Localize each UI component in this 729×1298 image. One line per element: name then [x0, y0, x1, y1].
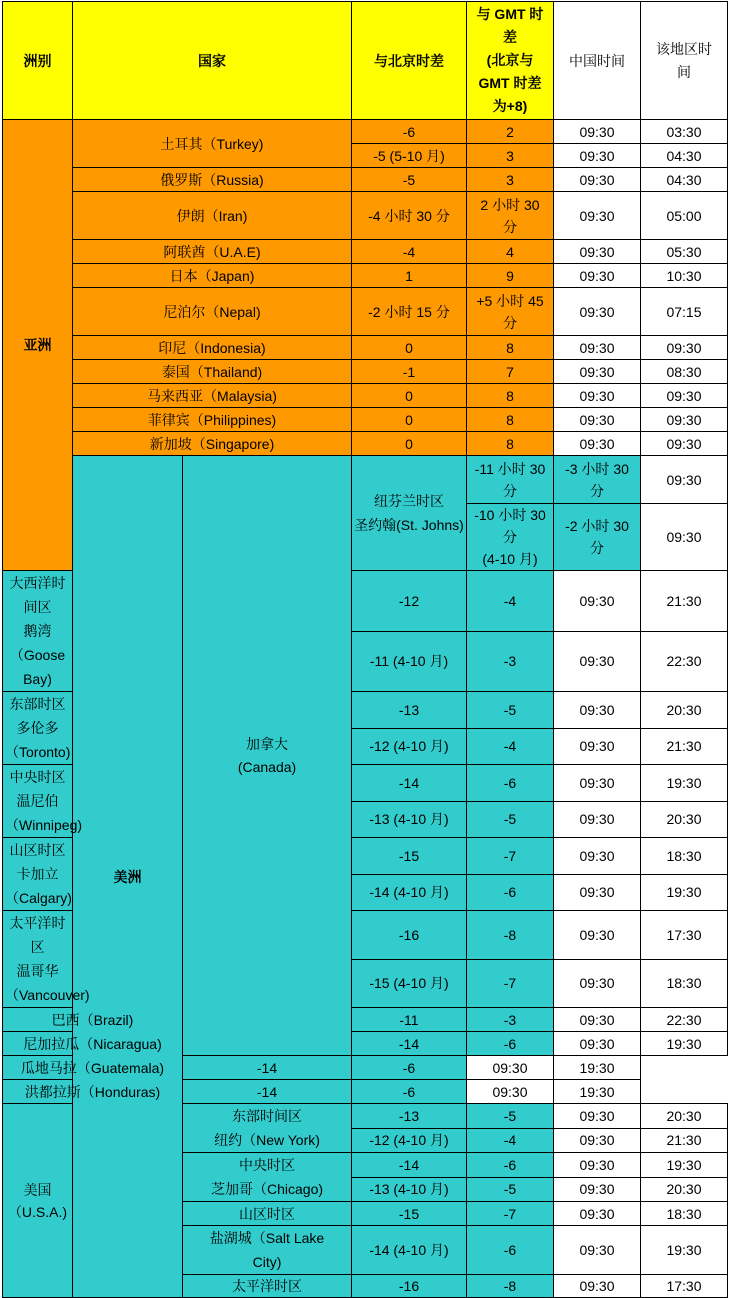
header-row — [3, 2, 728, 120]
local-time-cell: 04:30 — [641, 168, 728, 192]
beijing-diff-cell: -1 — [352, 360, 467, 384]
table-row — [3, 192, 728, 240]
beijing-diff-cell: -12 — [352, 571, 467, 632]
gmt-diff-cell: 2 小时 30 分 — [467, 192, 554, 240]
china-time-cell: 09:30 — [554, 1275, 641, 1298]
china-time-cell: 09:30 — [554, 874, 641, 911]
gmt-diff-cell: 8 — [467, 336, 554, 360]
china-time-cell: 09:30 — [554, 1008, 641, 1032]
table-row — [3, 288, 728, 336]
gmt-diff-cell: -4 — [467, 728, 554, 765]
table-row — [3, 120, 728, 144]
country-cell: 新加坡（Singapore) — [73, 432, 352, 456]
beijing-diff-cell: -13 — [352, 692, 467, 729]
beijing-diff-cell: 0 — [352, 384, 467, 408]
local-time-cell: 19:30 — [554, 1056, 641, 1080]
china-time-cell: 09:30 — [554, 168, 641, 192]
local-time-cell: 09:30 — [641, 432, 728, 456]
country-cell: 瓜地马拉（Guatemala) — [3, 1056, 183, 1080]
header-continent: 洲别 — [3, 2, 73, 120]
local-time-cell: 19:30 — [641, 1153, 728, 1178]
beijing-diff-cell: -15 (4-10 月) — [352, 959, 467, 1008]
zone-cell: 东部时区 多伦多（Toronto) — [3, 692, 73, 765]
zone-cell: 中央时区 芝加哥（Chicago) — [183, 1153, 352, 1202]
gmt-diff-cell: -7 — [467, 1202, 554, 1226]
beijing-diff-cell: 0 — [352, 408, 467, 432]
country-cell: 洪都拉斯（Honduras) — [3, 1080, 183, 1104]
zone-newfoundland: 纽芬兰时区 圣约翰(St. Johns) — [352, 456, 467, 571]
china-time-cell: 09:30 — [554, 1226, 641, 1275]
beijing-diff-cell: -14 (4-10 月) — [352, 1226, 467, 1275]
beijing-diff-cell: -14 (4-10 月) — [352, 874, 467, 911]
table-row — [3, 360, 728, 384]
local-time-cell: 09:30 — [641, 408, 728, 432]
local-time-cell: 22:30 — [641, 631, 728, 692]
local-time-cell: 18:30 — [641, 838, 728, 875]
header-gmt-diff: 与 GMT 时 差 (北京与 GMT 时差 为+8) — [467, 2, 554, 120]
zone-cell: 太平洋时区 — [183, 1275, 352, 1298]
country-cell: 伊朗（Iran) — [73, 192, 352, 240]
country-cell: 土耳其（Turkey) — [73, 120, 352, 168]
table-row — [3, 264, 728, 288]
country-cell: 尼加拉瓜（Nicaragua) — [3, 1032, 183, 1056]
beijing-diff-cell: -13 (4-10 月) — [352, 801, 467, 838]
gmt-diff-cell: -8 — [467, 911, 554, 960]
beijing-diff-cell: -14 — [183, 1080, 352, 1104]
china-time-cell: 09:30 — [554, 911, 641, 960]
country-usa: 美国（U.S.A.) — [3, 1104, 73, 1298]
country-cell: 俄罗斯（Russia) — [73, 168, 352, 192]
gmt-diff-cell: -5 — [467, 801, 554, 838]
beijing-diff-cell: -14 — [352, 765, 467, 802]
country-cell: 菲律宾（Philippines) — [73, 408, 352, 432]
table-row — [3, 1008, 728, 1032]
china-time-cell: 09:30 — [554, 1202, 641, 1226]
header-local-time: 该地区时 间 — [641, 2, 728, 120]
china-time-cell: 09:30 — [554, 1032, 641, 1056]
china-time-cell: 09:30 — [554, 692, 641, 729]
beijing-diff-cell: -5 — [352, 168, 467, 192]
country-canada: 加拿大 (Canada) — [183, 456, 352, 1056]
china-time-cell: 09:30 — [554, 144, 641, 168]
gmt-diff-cell: 7 — [467, 360, 554, 384]
city-cell: 盐湖城（Salt Lake City) — [183, 1226, 352, 1275]
local-time-cell: 21:30 — [641, 728, 728, 765]
china-time-cell: 09:30 — [554, 192, 641, 240]
beijing-diff-cell: -12 (4-10 月) — [352, 728, 467, 765]
local-time-cell: 21:30 — [641, 571, 728, 632]
gmt-diff-cell: -5 — [467, 692, 554, 729]
beijing-diff-cell: -11 — [352, 1008, 467, 1032]
china-time-cell: 09:30 — [554, 384, 641, 408]
local-time-cell: 19:30 — [641, 765, 728, 802]
china-time-cell: 09:30 — [467, 1080, 554, 1104]
gmt-diff-cell: -3 小时 30 分 — [554, 456, 641, 504]
local-time-cell: 19:30 — [641, 874, 728, 911]
gmt-diff-cell: -5 — [467, 1177, 554, 1202]
local-time-cell: 18:30 — [641, 1202, 728, 1226]
gmt-diff-cell: 8 — [467, 432, 554, 456]
country-cell: 日本（Japan) — [73, 264, 352, 288]
beijing-diff-cell: -2 小时 15 分 — [352, 288, 467, 336]
country-cell: 马来西亚（Malaysia) — [73, 384, 352, 408]
beijing-diff-cell: -14 — [352, 1153, 467, 1178]
table-row — [3, 168, 728, 192]
beijing-diff-cell: -4 小时 30 分 — [352, 192, 467, 240]
table-row — [3, 384, 728, 408]
china-time-cell: 09:30 — [554, 120, 641, 144]
local-time-cell: 07:15 — [641, 288, 728, 336]
continent-america: 美洲 — [73, 456, 183, 1298]
beijing-diff-cell: 0 — [352, 432, 467, 456]
table-row — [3, 240, 728, 264]
local-time-cell: 19:30 — [554, 1080, 641, 1104]
table-row — [3, 336, 728, 360]
beijing-diff-cell: -12 (4-10 月) — [352, 1128, 467, 1153]
local-time-cell: 17:30 — [641, 1275, 728, 1298]
gmt-diff-cell: -4 — [467, 571, 554, 632]
beijing-diff-cell: -10 小时 30 分 (4-10 月) — [467, 504, 554, 571]
country-cell: 尼泊尔（Nepal) — [73, 288, 352, 336]
gmt-diff-cell: 9 — [467, 264, 554, 288]
header-china-time: 中国时间 — [554, 2, 641, 120]
china-time-cell: 09:30 — [554, 631, 641, 692]
local-time-cell: 20:30 — [641, 801, 728, 838]
china-time-cell: 09:30 — [554, 240, 641, 264]
china-time-cell: 09:30 — [554, 1104, 641, 1129]
local-time-cell: 19:30 — [641, 1032, 728, 1056]
beijing-diff-cell: 1 — [352, 264, 467, 288]
gmt-diff-cell: +5 小时 45 分 — [467, 288, 554, 336]
table-row — [3, 456, 728, 504]
beijing-diff-cell: -16 — [352, 911, 467, 960]
zone-cell: 大西洋时间区 鹅湾（Goose Bay) — [3, 571, 73, 692]
gmt-diff-cell: -6 — [467, 874, 554, 911]
china-time-cell: 09:30 — [554, 838, 641, 875]
gmt-diff-cell: -6 — [352, 1080, 467, 1104]
beijing-diff-cell: -13 — [352, 1104, 467, 1129]
local-time-cell: 10:30 — [641, 264, 728, 288]
beijing-diff-cell: -11 (4-10 月) — [352, 631, 467, 692]
beijing-diff-cell: -14 — [183, 1056, 352, 1080]
local-time-cell: 09:30 — [641, 336, 728, 360]
local-time-cell: 05:30 — [641, 240, 728, 264]
local-time-cell: 20:30 — [641, 1177, 728, 1202]
gmt-diff-cell: -3 — [467, 1008, 554, 1032]
gmt-diff-cell: -2 小时 30 分 — [554, 504, 641, 571]
local-time-cell: 20:30 — [641, 1104, 728, 1129]
beijing-diff-cell: -15 — [352, 838, 467, 875]
header-country: 国家 — [73, 2, 352, 120]
gmt-diff-cell: -6 — [352, 1056, 467, 1080]
gmt-diff-cell: 4 — [467, 240, 554, 264]
beijing-diff-cell: -15 — [352, 1202, 467, 1226]
local-time-cell: 22:30 — [641, 1008, 728, 1032]
beijing-diff-cell: -5 (5-10 月) — [352, 144, 467, 168]
gmt-diff-cell: -4 — [467, 1128, 554, 1153]
china-time-cell: 09:30 — [554, 360, 641, 384]
local-time-cell: 04:30 — [641, 144, 728, 168]
gmt-diff-cell: 8 — [467, 384, 554, 408]
beijing-diff-cell: -6 — [352, 120, 467, 144]
zone-cell: 中央时区 温尼伯（Winnipeg) — [3, 765, 73, 838]
zone-cell: 山区时区 — [183, 1202, 352, 1226]
country-cell: 印尼（Indonesia) — [73, 336, 352, 360]
china-time-cell: 09:30 — [554, 1128, 641, 1153]
local-time-cell: 19:30 — [641, 1226, 728, 1275]
local-time-cell: 09:30 — [641, 384, 728, 408]
gmt-diff-cell: -6 — [467, 765, 554, 802]
china-time-cell: 09:30 — [554, 765, 641, 802]
gmt-diff-cell: 3 — [467, 144, 554, 168]
china-time-cell: 09:30 — [554, 288, 641, 336]
beijing-diff-cell: -4 — [352, 240, 467, 264]
gmt-diff-cell: -3 — [467, 631, 554, 692]
zone-cell: 太平洋时区 温哥华（Vancouver) — [3, 911, 73, 1008]
china-time-cell: 09:30 — [554, 432, 641, 456]
beijing-diff-cell: 0 — [352, 336, 467, 360]
china-time-cell: 09:30 — [554, 1153, 641, 1178]
header-beijing-diff: 与北京时差 — [352, 2, 467, 120]
beijing-diff-cell: -16 — [352, 1275, 467, 1298]
local-time-cell: 03:30 — [641, 120, 728, 144]
gmt-diff-cell: -8 — [467, 1275, 554, 1298]
china-time-cell: 09:30 — [467, 1056, 554, 1080]
local-time-cell: 20:30 — [641, 692, 728, 729]
local-time-cell: 08:30 — [641, 360, 728, 384]
table-row — [3, 432, 728, 456]
china-time-cell: 09:30 — [554, 959, 641, 1008]
gmt-diff-cell: 3 — [467, 168, 554, 192]
country-cell: 阿联酋（U.A.E) — [73, 240, 352, 264]
beijing-diff-cell: -13 (4-10 月) — [352, 1177, 467, 1202]
local-time-cell: 17:30 — [641, 911, 728, 960]
table-row — [3, 408, 728, 432]
china-time-cell: 09:30 — [554, 571, 641, 632]
china-time-cell: 09:30 — [641, 504, 728, 571]
country-cell: 泰国（Thailand) — [73, 360, 352, 384]
zone-cell: 山区时区 卡加立（Calgary) — [3, 838, 73, 911]
china-time-cell: 09:30 — [641, 456, 728, 504]
gmt-diff-cell: -7 — [467, 838, 554, 875]
zone-cell: 东部时间区 纽约（New York) — [183, 1104, 352, 1153]
china-time-cell: 09:30 — [554, 336, 641, 360]
gmt-diff-cell: -6 — [467, 1153, 554, 1178]
gmt-diff-cell: -5 — [467, 1104, 554, 1129]
local-time-cell: 05:00 — [641, 192, 728, 240]
china-time-cell: 09:30 — [554, 801, 641, 838]
table-row — [3, 1056, 728, 1080]
table-row — [3, 1080, 728, 1104]
beijing-diff-cell: -14 — [352, 1032, 467, 1056]
gmt-diff-cell: -6 — [467, 1032, 554, 1056]
beijing-diff-cell: -11 小时 30 分 — [467, 456, 554, 504]
gmt-diff-cell: -7 — [467, 959, 554, 1008]
china-time-cell: 09:30 — [554, 264, 641, 288]
country-cell: 巴西（Brazil) — [3, 1008, 183, 1032]
table-row — [3, 1032, 728, 1056]
china-time-cell: 09:30 — [554, 728, 641, 765]
china-time-cell: 09:30 — [554, 408, 641, 432]
gmt-diff-cell: 8 — [467, 408, 554, 432]
continent-asia: 亚洲 — [3, 120, 73, 571]
local-time-cell: 21:30 — [641, 1128, 728, 1153]
gmt-diff-cell: 2 — [467, 120, 554, 144]
gmt-diff-cell: -6 — [467, 1226, 554, 1275]
local-time-cell: 18:30 — [641, 959, 728, 1008]
china-time-cell: 09:30 — [554, 1177, 641, 1202]
timezone-table — [2, 1, 728, 1298]
